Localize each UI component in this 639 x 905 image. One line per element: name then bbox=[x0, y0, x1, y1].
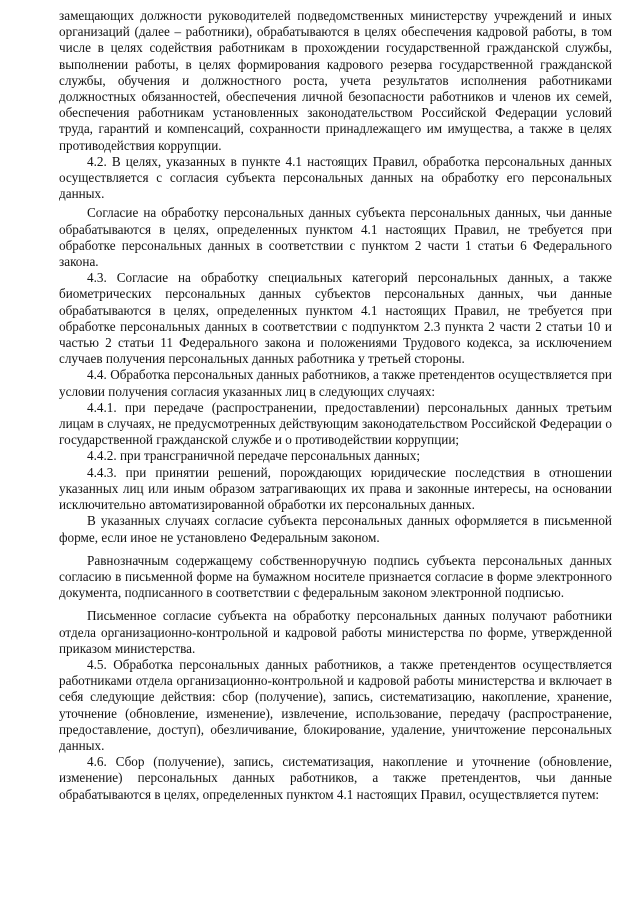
paragraph-electronic-signature: Равнозначным содержащему собственноручную подпись субъекта персональных данных согласию в письменной форме на бумажном носителе признается согласие в форме электронного документа, подписанного в соответствии с федеральным законом электронной подписью. bbox=[59, 552, 612, 601]
paragraph-4-2: 4.2. В целях, указанных в пункте 4.1 настоящих Правил, обработка персональных данных осуществляется с согласия субъекта персональных данных на обработку его персональных данных. bbox=[59, 153, 612, 202]
paragraph-written-form: В указанных случаях согласие субъекта персональных данных оформляется в письменной форме, если иное не установлено Федеральным законом. bbox=[59, 513, 612, 545]
paragraph-written-consent: Письменное согласие субъекта на обработку персональных данных получают работники отдела организационно-контрольной и кадровой работы министерства по форме, утвержденной приказом министерства. bbox=[59, 608, 612, 656]
paragraph-4-4: 4.4. Обработка персональных данных работников, а также претендентов осуществляется при условии получения согласия указанных лиц в следующих случаях: bbox=[59, 367, 612, 399]
paragraph-4-4-2: 4.4.2. при трансграничной передаче персональных данных; bbox=[87, 448, 421, 464]
paragraph-consent-not-required: Согласие на обработку персональных данных субъекта персональных данных, чьи данные обрабатываются в целях, определенных пунктом 4.1 настоящих Правил, не требуется при обработке персональных данных в соответствии с пунктом 2 части 1 статьи 6 Федерального закона. bbox=[59, 205, 612, 270]
paragraph-4-3: 4.3. Согласие на обработку специальных категорий персональных данных, а также биометрических персональных данных субъектов персональных данных, чьи данные обрабатываются в целях, определенных пунктом 4.1 настоящих Правил, не требуется при обработке персональных данных в соответствии с подпунктом 2.3 пункта 2 части 2 статьи 10 и частью 2 статьи 11 Федерального закона и положениями Трудового кодекса, за исключением случаев получения персональных данных работника у третьей стороны. bbox=[59, 270, 612, 367]
paragraph-4-4-3: 4.4.3. при принятии решений, порождающих юридические последствия в отношении указанных лиц или иным образом затрагивающих их права и законные интересы, на основании исключительно автоматизированной обработки их персональных данных. bbox=[59, 464, 612, 513]
paragraph-continuation: замещающих должности руководителей подведомственных министерству учреждений и иных организаций (далее – работники), обрабатываются в целях обеспечения кадровой работы, в том числе в целях содействия работникам в прохождении государственной гражданской службы, выполнении работы, в целях формирования кадрового резерва государственной гражданской службы, обучения и должностного роста, учета результатов исполнения работниками должностных обязанностей, обеспечения личной безопасности работников и членов их семей, обеспечения работникам установленных законодательством Российской Федерации условий труда, гарантий и компенсаций, сохранности принадлежащего им имущества, а также в целях противодействия коррупции. bbox=[59, 8, 612, 153]
paragraph-4-4-1: 4.4.1. при передаче (распространении, предоставлении) персональных данных третьим лицам в случаях, не предусмотренных действующим законодательством Российской Федерации о государственной гражданской службе и о противодействии коррупции; bbox=[59, 399, 612, 448]
paragraph-4-6: 4.6. Сбор (получение), запись, систематизация, накопление и уточнение (обновление, изменение) персональных данных работников, а также претендентов, чьи данные обрабатываются в целях, определенных пунктом 4.1 настоящих Правил, осуществляется путем: bbox=[59, 754, 612, 802]
paragraph-4-5: 4.5. Обработка персональных данных работников, а также претендентов осуществляется работниками отдела организационно-контрольной и кадровой работы министерства и включает в себя следующие действия: сбор (получение), запись, систематизацию, накопление, хранение, уточнение (обновление, изменение), извлечение, использование, передачу (распространение, предоставление, доступ), обезличивание, блокирование, удаление, уничтожение персональных данных. bbox=[59, 656, 612, 753]
